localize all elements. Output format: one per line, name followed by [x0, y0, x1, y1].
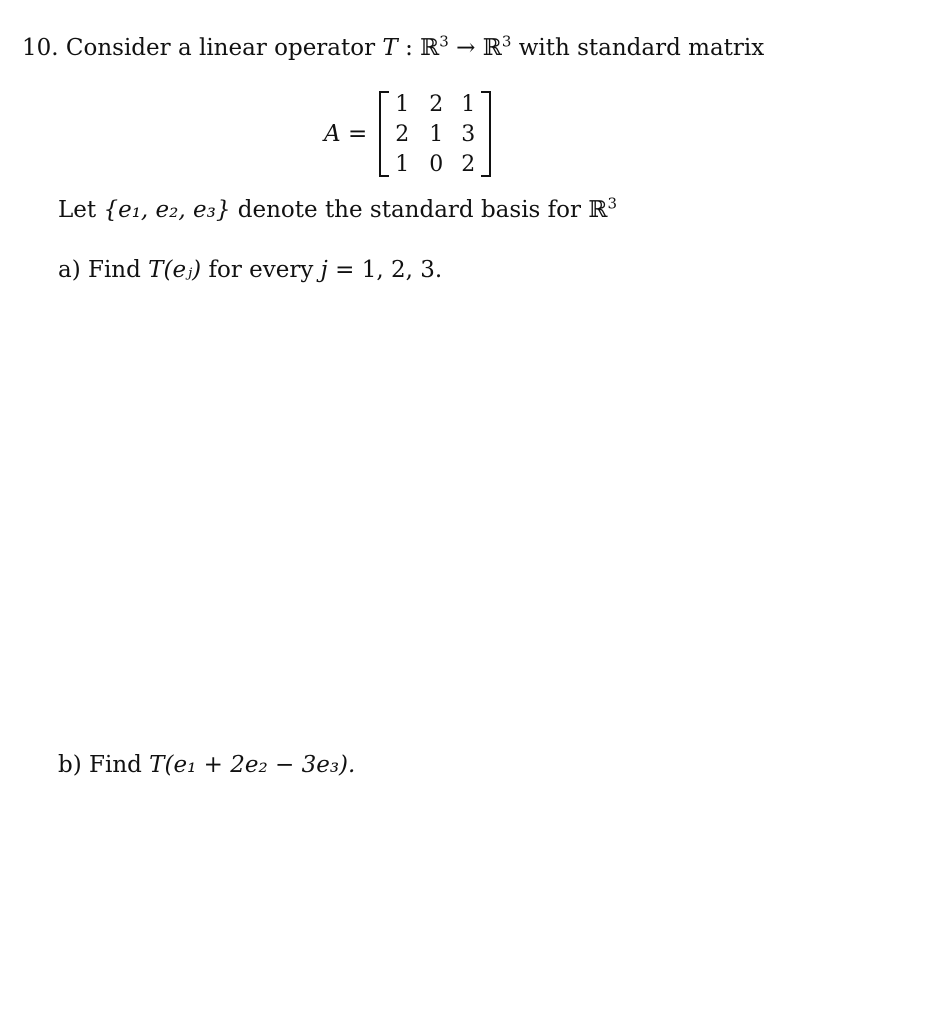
part-b [58, 751, 355, 779]
matrix-cell: 2 [461, 151, 476, 177]
matrix-cell: 2 [429, 91, 444, 117]
codomain-space: ℝ$^3$ [482, 32, 512, 61]
matrix-cell: 1 [461, 91, 476, 117]
basis-set: {e₁, e₂, e₃} [103, 197, 231, 223]
colon: : [405, 35, 413, 61]
part-a-values: = 1, 2, 3. [335, 257, 443, 283]
part-a-expr: T(eⱼ) [148, 257, 202, 283]
part-b-expr: T(e₁ + 2e₂ − 3e₃). [149, 752, 356, 778]
right-bracket [481, 91, 491, 177]
part-a-tail: for every [208, 257, 314, 283]
matrix-equation [324, 86, 491, 182]
basis-statement [58, 196, 617, 224]
domain-space: ℝ$^3$ [420, 32, 449, 61]
matrix-cell: 1 [395, 151, 410, 177]
part-a-label: a) Find [58, 257, 141, 283]
intro-text: Consider a linear operator [65, 35, 376, 61]
matrix-A [379, 89, 491, 179]
problem-number: 10. [22, 35, 59, 61]
basis-suffix: denote the standard basis for [237, 197, 582, 223]
matrix-cell: 2 [395, 121, 410, 147]
part-b-label: b) Find [58, 752, 142, 778]
part-a [58, 256, 442, 284]
basis-space: ℝ$^3$ [588, 194, 618, 223]
matrix-cell: 0 [429, 151, 444, 177]
matrix-cell: 1 [395, 91, 410, 117]
matrix-cell: 1 [429, 121, 444, 147]
operator-symbol: T [382, 35, 398, 61]
arrow: → [456, 35, 476, 61]
intro-tail: with standard matrix [518, 35, 765, 61]
basis-prefix: Let [58, 197, 97, 223]
problem-statement [22, 34, 764, 62]
matrix-cell: 3 [461, 121, 476, 147]
matrix-lhs: A = [324, 121, 368, 147]
part-a-var: j [320, 257, 328, 283]
left-bracket [379, 91, 389, 177]
